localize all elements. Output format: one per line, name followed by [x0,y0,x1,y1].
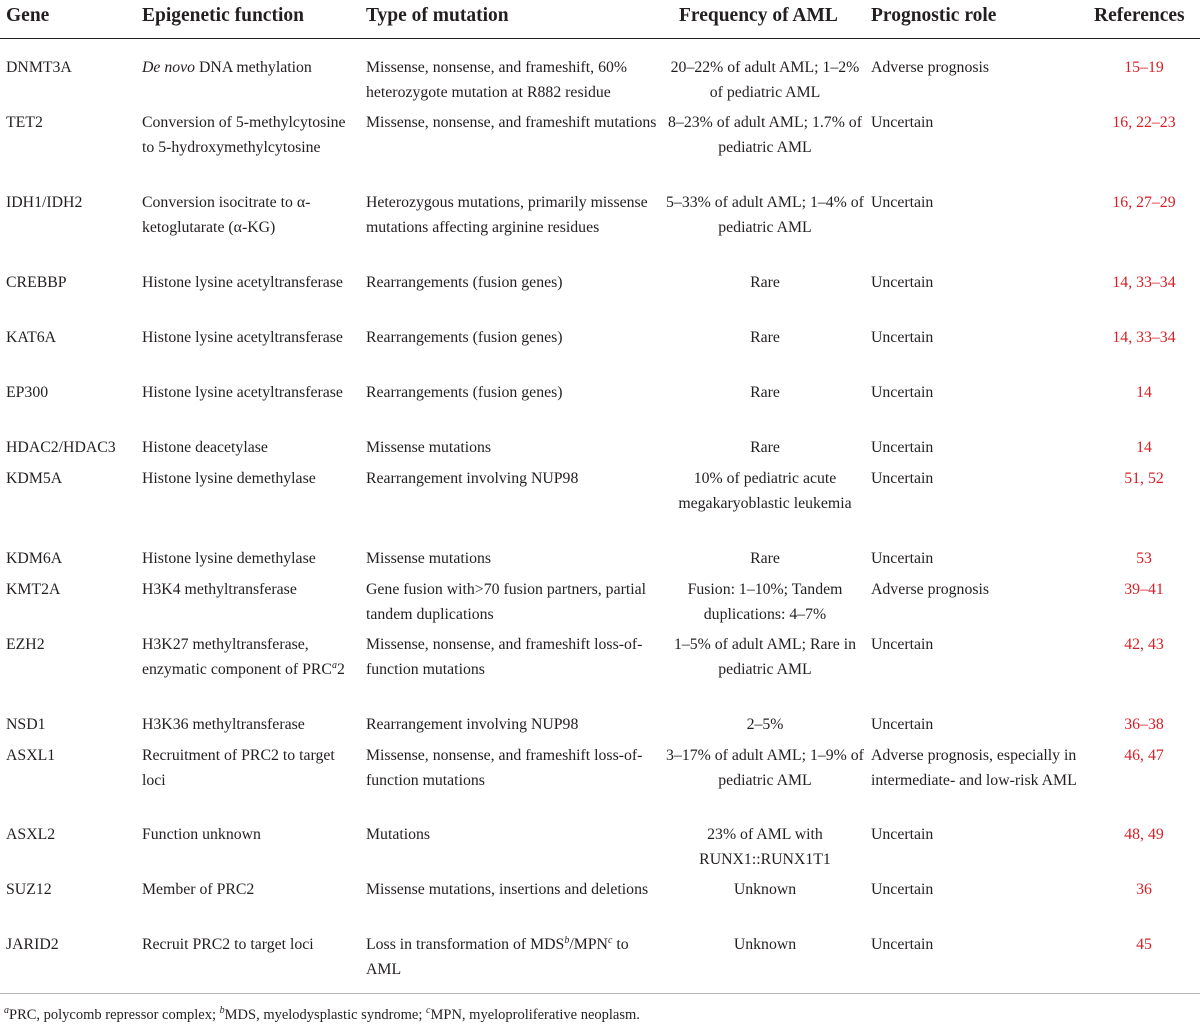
function-cell: Conversion of 5-methylcytosine to 5-hydroxymethylcytosine [142,114,346,156]
frequency-cell: 5–33% of adult AML; 1–4% of pediatric AML [666,194,864,236]
footnote-marker: a [331,660,337,671]
function-cell: Histone lysine acetyltransferase [142,274,343,291]
gene-cell: KDM5A [6,470,63,487]
gene-cell: IDH1/IDH2 [6,194,83,211]
mutation-cell: Mutations [366,826,431,843]
gene-cell: KDM6A [6,550,63,567]
mutation-cell: Missense, nonsense, and frameshift mutations [366,114,657,131]
prognostic-cell: Uncertain [871,274,934,291]
prognostic-cell: Uncertain [871,439,934,456]
footnote-marker: a [4,1005,9,1016]
prognostic-cell: Adverse prognosis, especially in intermediate- and low-risk AML [871,747,1077,789]
frequency-cell: 10% of pediatric acute megakaryoblastic leukemia [678,470,852,512]
prognostic-cell: Uncertain [871,114,934,131]
prognostic-cell: Uncertain [871,716,934,733]
references-link[interactable]: 14 [1136,384,1152,401]
gene-cell: TET2 [6,114,43,131]
mutation-cell: Rearrangements (fusion genes) [366,329,563,346]
header-gene: Gene [6,5,50,26]
frequency-cell: Unknown [733,881,797,898]
frequency-cell: 2–5% [746,716,784,733]
prognostic-cell: Adverse prognosis [871,581,990,598]
mutation-cell: Rearrangements (fusion genes) [366,384,563,401]
footnote-text: MDS, myelodysplastic syndrome; [224,1007,427,1023]
references-link[interactable]: 45 [1136,936,1152,953]
gene-cell: JARID2 [6,936,59,953]
references-link[interactable]: 14, 33–34 [1112,329,1176,346]
gene-cell: DNMT3A [6,59,72,76]
mutation-cell: Gene fusion with>70 fusion partners, partial tandem duplications [366,581,647,623]
header-mutation: Type of mutation [366,5,509,26]
references-link[interactable]: 16, 22–23 [1112,114,1176,131]
prognostic-cell: Uncertain [871,826,934,843]
mutation-text: Loss in transformation of MDS [366,936,565,953]
function-cell: Conversion isocitrate to α-ketoglutarate (α-KG) [142,194,311,236]
header-rule [0,38,1200,39]
function-cell [142,632,360,682]
function-tail: 2 [336,661,345,678]
prognostic-cell: Uncertain [871,384,934,401]
function-cell: H3K36 methyltransferase [142,716,305,733]
frequency-cell: 3–17% of adult AML; 1–9% of pediatric AML [666,747,864,789]
gene-cell: NSD1 [6,716,46,733]
footer-rule [0,993,1200,994]
mutation-cell: Missense mutations [366,439,492,456]
prognostic-cell: Adverse prognosis [871,59,990,76]
footnote-text: PRC, polycomb repressor complex; [9,1007,220,1023]
function-cell: Recruitment of PRC2 to target loci [142,747,335,789]
mutation-cell [366,932,666,982]
frequency-cell: Rare [750,550,780,567]
frequency-cell: Fusion: 1–10%; Tandem duplications: 4–7% [687,581,843,623]
mutation-cell: Missense, nonsense, and frameshift loss-of-function mutations [366,747,643,789]
references-link[interactable]: 39–41 [1124,581,1164,598]
footnote-marker: b [564,935,570,946]
header-prognostic: Prognostic role [871,5,997,26]
references-link[interactable]: 48, 49 [1124,826,1164,843]
function-text: H3K27 methyltransferase, enzymatic component of PRC [142,636,332,678]
frequency-cell: Rare [750,329,780,346]
prognostic-cell: Uncertain [871,329,934,346]
prognostic-cell: Uncertain [871,470,934,487]
mutation-cell: Rearrangement involving NUP98 [366,716,579,733]
footnote-marker: c [426,1005,431,1016]
function-cell: Histone lysine demethylase [142,470,316,487]
function-cell: Function unknown [142,826,261,843]
gene-cell: EP300 [6,384,49,401]
prognostic-cell: Uncertain [871,194,934,211]
function-text: DNA methylation [195,59,312,76]
frequency-cell: Rare [750,384,780,401]
references-link[interactable]: 16, 27–29 [1112,194,1176,211]
table-footnote [4,1005,640,1025]
header-frequency: Frequency of AML [679,5,838,26]
footnote-marker: b [219,1005,225,1016]
footnote-text: MPN, myeloproliferative neoplasm. [430,1007,640,1023]
mutation-cell: Missense mutations, insertions and deletions [366,881,649,898]
references-link[interactable]: 42, 43 [1124,636,1164,653]
frequency-cell: 20–22% of adult AML; 1–2% of pediatric AML [670,59,860,101]
function-cell: Histone lysine acetyltransferase [142,329,343,346]
function-cell: Recruit PRC2 to target loci [142,936,314,953]
mutation-cell: Missense, nonsense, and frameshift, 60% heterozygote mutation at R882 residue [366,59,628,101]
function-cell: Histone lysine acetyltransferase [142,384,343,401]
prognostic-cell: Uncertain [871,936,934,953]
references-link[interactable]: 36 [1136,881,1152,898]
prognostic-cell: Uncertain [871,550,934,567]
mutation-cell: Missense mutations [366,550,492,567]
footnote-marker: c [607,935,613,946]
mutation-cell: Missense, nonsense, and frameshift loss-of-function mutations [366,636,643,678]
frequency-cell: 23% of AML with RUNX1::RUNX1T1 [699,826,831,868]
references-link[interactable]: 36–38 [1124,716,1164,733]
mutation-cell: Rearrangements (fusion genes) [366,274,563,291]
references-link[interactable]: 15–19 [1124,59,1164,76]
function-italic: De novo [142,59,196,76]
frequency-cell: Rare [750,274,780,291]
gene-cell: ASXL1 [6,747,56,764]
mutation-text: /MPN [569,936,608,953]
function-cell [142,55,360,80]
references-link[interactable]: 51, 52 [1124,470,1164,487]
frequency-cell: 8–23% of adult AML; 1.7% of pediatric AML [668,114,862,156]
frequency-cell: Unknown [733,936,797,953]
prognostic-cell: Uncertain [871,636,934,653]
frequency-cell: Rare [750,439,780,456]
references-link[interactable]: 53 [1136,550,1152,567]
gene-cell: SUZ12 [6,881,52,898]
function-cell: H3K4 methyltransferase [142,581,297,598]
gene-cell: KAT6A [6,329,57,346]
gene-cell: ASXL2 [6,826,56,843]
header-references: References [1094,5,1185,26]
frequency-cell: 1–5% of adult AML; Rare in pediatric AML [673,636,857,678]
references-link[interactable]: 14 [1136,439,1152,456]
gene-cell: CREBBP [6,274,67,291]
function-cell: Member of PRC2 [142,881,255,898]
mutation-text: to AML [366,936,629,978]
references-link[interactable]: 14, 33–34 [1112,274,1176,291]
references-link[interactable]: 46, 47 [1124,747,1164,764]
header-function: Epigenetic function [142,5,304,26]
gene-cell: KMT2A [6,581,61,598]
mutation-cell: Heterozygous mutations, primarily missense mutations affecting arginine residues [366,194,648,236]
function-cell: Histone deacetylase [142,439,268,456]
prognostic-cell: Uncertain [871,881,934,898]
gene-cell: HDAC2/HDAC3 [6,439,116,456]
gene-cell: EZH2 [6,636,45,653]
function-cell: Histone lysine demethylase [142,550,316,567]
mutation-cell: Rearrangement involving NUP98 [366,470,579,487]
